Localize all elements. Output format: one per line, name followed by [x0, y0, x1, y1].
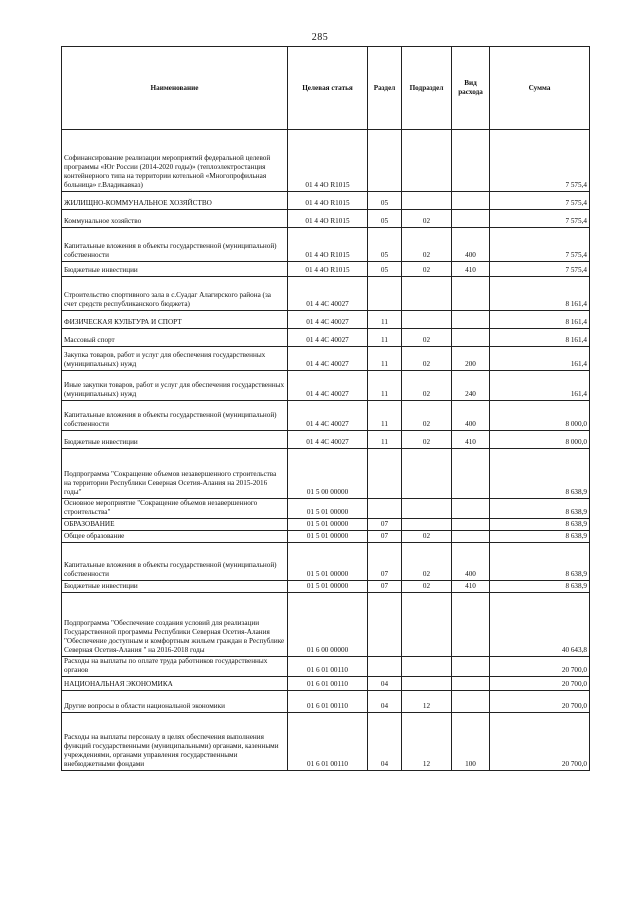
table-row: [62, 519, 590, 531]
table-row: [62, 371, 590, 401]
row-subsection: [402, 593, 452, 657]
row-section: [368, 657, 402, 677]
row-target: 01 4 4О R1015: [288, 262, 368, 277]
row-section: 11: [368, 431, 402, 449]
header-target: Целевая статья: [288, 47, 368, 130]
row-section: [368, 130, 402, 192]
row-section: [368, 449, 402, 499]
row-amount: 8 161,4: [490, 329, 590, 347]
row-amount: 8 638,9: [490, 531, 590, 543]
row-section: 05: [368, 192, 402, 210]
row-amount: 7 575,4: [490, 130, 590, 192]
row-section: 04: [368, 677, 402, 691]
row-amount: 20 700,0: [490, 713, 590, 771]
row-name: Закупка товаров, работ и услуг для обеспечения государственных (муниципальных) нужд: [62, 347, 288, 371]
row-subsection: 02: [402, 371, 452, 401]
row-section: [368, 499, 402, 519]
table-row: [62, 210, 590, 228]
row-target: 01 5 01 00000: [288, 581, 368, 593]
table-row: [62, 311, 590, 329]
table-row: [62, 543, 590, 581]
table-row: [62, 228, 590, 262]
row-expense-type: 410: [452, 262, 490, 277]
table-header-row: [62, 47, 590, 130]
table-row: [62, 192, 590, 210]
table-row: [62, 329, 590, 347]
row-amount: 8 638,9: [490, 519, 590, 531]
row-expense-type: [452, 691, 490, 713]
row-subsection: [402, 657, 452, 677]
row-subsection: 02: [402, 329, 452, 347]
row-section: 07: [368, 543, 402, 581]
row-section: [368, 593, 402, 657]
header-subsection: Подраздел: [402, 47, 452, 130]
table-row: [62, 262, 590, 277]
row-amount: 8 161,4: [490, 311, 590, 329]
row-expense-type: 100: [452, 713, 490, 771]
row-name: Коммунальное хозяйство: [62, 210, 288, 228]
row-subsection: [402, 677, 452, 691]
row-expense-type: 240: [452, 371, 490, 401]
row-name: Подпрограмма "Обеспечение создания условий для реализации Государственной программы Республики Северная Осетия-Алания "Обеспечение доступным и комфортным жильем граждан в Республике Северная Осетия-Алания " на 2016-2018 годы: [62, 593, 288, 657]
row-section: 11: [368, 371, 402, 401]
row-section: 11: [368, 401, 402, 431]
row-subsection: [402, 499, 452, 519]
row-expense-type: 410: [452, 581, 490, 593]
row-target: 01 4 4О R1015: [288, 130, 368, 192]
row-name: Капитальные вложения в объекты государственной (муниципальной) собственности: [62, 401, 288, 431]
row-target: 01 6 00 00000: [288, 593, 368, 657]
row-subsection: 02: [402, 531, 452, 543]
table-row: [62, 531, 590, 543]
row-expense-type: [452, 499, 490, 519]
row-amount: 8 638,9: [490, 581, 590, 593]
row-target: 01 6 01 00110: [288, 713, 368, 771]
table-row: [62, 593, 590, 657]
table-row: [62, 677, 590, 691]
row-name: Основное мероприятие "Сокращение объемов незавершенного строительства": [62, 499, 288, 519]
row-target: 01 4 4С 40027: [288, 371, 368, 401]
row-subsection: 02: [402, 210, 452, 228]
row-target: 01 4 4С 40027: [288, 311, 368, 329]
header-amount: Сумма: [490, 47, 590, 130]
row-target: 01 4 4С 40027: [288, 277, 368, 311]
table-row: [62, 713, 590, 771]
row-target: 01 5 01 00000: [288, 499, 368, 519]
row-target: 01 4 4С 40027: [288, 431, 368, 449]
row-name: Общее образование: [62, 531, 288, 543]
row-expense-type: 410: [452, 431, 490, 449]
row-name: ЖИЛИЩНО-КОММУНАЛЬНОЕ ХОЗЯЙСТВО: [62, 192, 288, 210]
row-name: Капитальные вложения в объекты государственной (муниципальной) собственности: [62, 543, 288, 581]
row-subsection: [402, 311, 452, 329]
row-section: 11: [368, 311, 402, 329]
row-section: [368, 277, 402, 311]
row-expense-type: [452, 311, 490, 329]
row-subsection: [402, 449, 452, 499]
row-amount: 7 575,4: [490, 210, 590, 228]
row-amount: 7 575,4: [490, 262, 590, 277]
row-target: 01 5 01 00000: [288, 531, 368, 543]
header-section: Раздел: [368, 47, 402, 130]
table-row: [62, 347, 590, 371]
table-row: [62, 130, 590, 192]
row-expense-type: [452, 277, 490, 311]
row-name: Софинансирование реализации мероприятий федеральной целевой программы «Юг России (2014-2020 годы)» (теплоэлектростанция контейнерного типа на территории котельной «Многопрофильная больница» г.Владикавказ): [62, 130, 288, 192]
row-name: ОБРАЗОВАНИЕ: [62, 519, 288, 531]
row-amount: 40 643,8: [490, 593, 590, 657]
row-subsection: 02: [402, 581, 452, 593]
row-expense-type: [452, 130, 490, 192]
row-amount: 8 000,0: [490, 431, 590, 449]
row-target: 01 6 01 00110: [288, 657, 368, 677]
row-amount: 20 700,0: [490, 677, 590, 691]
row-target: 01 5 00 00000: [288, 449, 368, 499]
row-amount: 8 638,9: [490, 449, 590, 499]
row-name: Капитальные вложения в объекты государственной (муниципальной) собственности: [62, 228, 288, 262]
row-section: 04: [368, 691, 402, 713]
row-target: 01 6 01 00110: [288, 677, 368, 691]
row-expense-type: [452, 210, 490, 228]
table-row: [62, 657, 590, 677]
row-amount: 8 638,9: [490, 543, 590, 581]
row-amount: 8 000,0: [490, 401, 590, 431]
row-section: 05: [368, 210, 402, 228]
page-number: 285: [311, 32, 329, 43]
row-target: 01 4 4О R1015: [288, 192, 368, 210]
table-row: [62, 277, 590, 311]
row-expense-type: [452, 192, 490, 210]
row-expense-type: [452, 531, 490, 543]
row-amount: 8 161,4: [490, 277, 590, 311]
table-row: [62, 581, 590, 593]
row-amount: 161,4: [490, 371, 590, 401]
row-target: 01 5 01 00000: [288, 519, 368, 531]
row-section: 04: [368, 713, 402, 771]
row-expense-type: [452, 657, 490, 677]
row-target: 01 4 4С 40027: [288, 401, 368, 431]
row-subsection: [402, 192, 452, 210]
budget-table: [61, 46, 590, 771]
row-section: 11: [368, 329, 402, 347]
row-name: Массовый спорт: [62, 329, 288, 347]
row-name: ФИЗИЧЕСКАЯ КУЛЬТУРА И СПОРТ: [62, 311, 288, 329]
header-expense-type: Вид расхода: [452, 47, 490, 130]
row-expense-type: 400: [452, 228, 490, 262]
row-subsection: [402, 130, 452, 192]
table-row: [62, 691, 590, 713]
row-subsection: 02: [402, 228, 452, 262]
row-target: 01 4 4О R1015: [288, 228, 368, 262]
row-expense-type: [452, 329, 490, 347]
row-expense-type: [452, 449, 490, 499]
row-section: 07: [368, 519, 402, 531]
row-expense-type: [452, 593, 490, 657]
row-target: 01 4 4О R1015: [288, 210, 368, 228]
row-subsection: 12: [402, 713, 452, 771]
row-amount: 20 700,0: [490, 657, 590, 677]
row-name: НАЦИОНАЛЬНАЯ ЭКОНОМИКА: [62, 677, 288, 691]
row-expense-type: [452, 519, 490, 531]
row-amount: 7 575,4: [490, 228, 590, 262]
row-section: 07: [368, 531, 402, 543]
row-name: Расходы на выплаты персоналу в целях обеспечения выполнения функций государственными (муниципальными) органами, казенными учреждениями, органами управления государственными внебюджетными фондами: [62, 713, 288, 771]
row-name: Подпрограмма "Сокращение объемов незавершенного строительства на территории Республики Северная Осетия-Алания на 2015-2016 годы": [62, 449, 288, 499]
row-subsection: 02: [402, 401, 452, 431]
row-section: 11: [368, 347, 402, 371]
row-name: Иные закупки товаров, работ и услуг для обеспечения государственных (муниципальных) нужд: [62, 371, 288, 401]
row-section: 07: [368, 581, 402, 593]
row-expense-type: 200: [452, 347, 490, 371]
row-target: 01 4 4С 40027: [288, 347, 368, 371]
row-amount: 7 575,4: [490, 192, 590, 210]
row-subsection: 02: [402, 347, 452, 371]
row-section: 05: [368, 262, 402, 277]
row-subsection: 02: [402, 262, 452, 277]
row-name: Другие вопросы в области национальной экономики: [62, 691, 288, 713]
header-name: Наименование: [62, 47, 288, 130]
row-section: 05: [368, 228, 402, 262]
row-name: Бюджетные инвестиции: [62, 431, 288, 449]
row-name: Бюджетные инвестиции: [62, 262, 288, 277]
row-target: 01 5 01 00000: [288, 543, 368, 581]
row-subsection: 02: [402, 431, 452, 449]
row-target: 01 4 4С 40027: [288, 329, 368, 347]
table-row: [62, 499, 590, 519]
row-target: 01 6 01 00110: [288, 691, 368, 713]
row-subsection: [402, 519, 452, 531]
row-name: Бюджетные инвестиции: [62, 581, 288, 593]
row-amount: 20 700,0: [490, 691, 590, 713]
row-amount: 8 638,9: [490, 499, 590, 519]
row-expense-type: 400: [452, 543, 490, 581]
table-row: [62, 431, 590, 449]
row-amount: 161,4: [490, 347, 590, 371]
row-name: Расходы на выплаты по оплате труда работников государственных органов: [62, 657, 288, 677]
table-row: [62, 401, 590, 431]
row-subsection: 02: [402, 543, 452, 581]
row-expense-type: [452, 677, 490, 691]
row-expense-type: 400: [452, 401, 490, 431]
row-name: Строительство спортивного зала в с.Суадаг Алагирского района (за счет средств республиканского бюджета): [62, 277, 288, 311]
row-subsection: 12: [402, 691, 452, 713]
table-row: [62, 449, 590, 499]
row-subsection: [402, 277, 452, 311]
